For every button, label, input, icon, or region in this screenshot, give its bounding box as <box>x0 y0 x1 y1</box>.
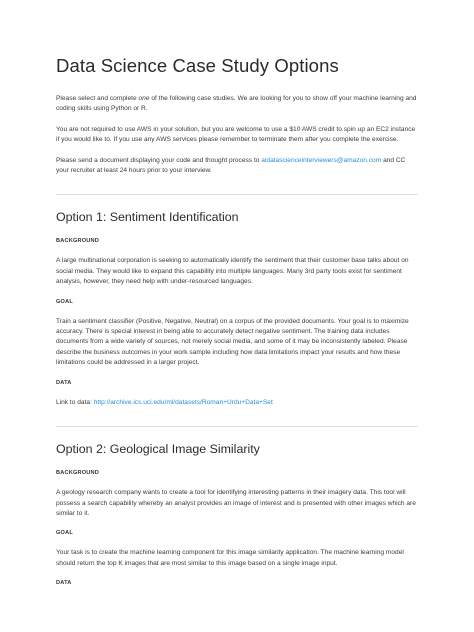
document-content <box>56 54 418 598</box>
intro-paragraph-3 <box>56 156 418 177</box>
option1-data-prefix: Link to data: <box>56 398 94 406</box>
option2-background-label: BACKGROUND <box>56 470 100 477</box>
option1-data-line <box>56 398 418 408</box>
intro-p1-text-end: of the following case studies. We are looking for you to show off your machine learning and coding skills using Python or R. <box>56 95 417 113</box>
email-link[interactable]: aidatascienceinterviewers@amazon.com <box>261 156 382 164</box>
intro-p3-text-end: and CC your recruiter at least 24 hours prior to your interview. <box>56 156 406 175</box>
option1-background-label: BACKGROUND <box>56 238 100 245</box>
option1-background-text: A large multinational corporation is seeking to automatically identify the sentiment that their customer base talks about on social media. They would like to expand this capability into multiple languages. Many 3rd party tools exist for sentiment analysis, however, they need help with under-resourced languages. <box>56 257 409 286</box>
dataset-link[interactable]: http://archive.ics.uci.edu/ml/datasets/Roman+Urdu+Data+Set <box>93 398 273 406</box>
option2-data-label: DATA <box>56 580 72 587</box>
intro-p1-emphasis: one <box>138 95 150 102</box>
option1-title: Option 1: Sentiment Identification <box>56 210 239 225</box>
intro-paragraph-2: You are not required to use AWS in your solution, but you are welcome to use a $10 AWS credit to spin up an EC2 instance if you would like to. If you use any AWS services please remember to terminate them after you complete the exercise. <box>56 125 416 144</box>
option1-goal-label: GOAL <box>56 298 73 305</box>
option1-data-label: DATA <box>56 379 72 386</box>
section-divider-1 <box>56 194 418 195</box>
intro-p1-text: Please select and complete <box>56 95 139 102</box>
page-title: Data Science Case Study Options <box>56 55 339 76</box>
option2-background-text: A geology research company wants to create a tool for identifying interesting patterns in their imagery data. This tool will possess a search capability whereby an analyst provides an image of interest and is presented with other images which are similar to it. <box>56 489 416 517</box>
option1-goal-text: Train a sentiment classifier (Positive, Negative, Neutral) on a corpus of the provided documents. Your goal is to maximize accuracy. There is special interest in being able to accurately detect negative sentiment. The training data includes documents from a wide variety of sources, not merely social media, and some of it may be inconsistently labeled. Please describe the business outcomes in your work sample including how data limitations impact your results and how these limitations could be addressed in a larger project. <box>56 317 409 367</box>
option2-title: Option 2: Geological Image Similarity <box>56 442 260 457</box>
option2-goal-label: GOAL <box>56 530 73 537</box>
section-divider-2 <box>56 426 418 427</box>
option2-goal-text: Your task is to create the machine learning component for this image similarity application. The machine learning model should return the top K images that are most similar to this image based on a single image input. <box>56 549 404 567</box>
intro-p3-text: Please send a document displaying your code and thought process to <box>56 156 262 164</box>
intro-paragraph-1 <box>56 94 418 115</box>
